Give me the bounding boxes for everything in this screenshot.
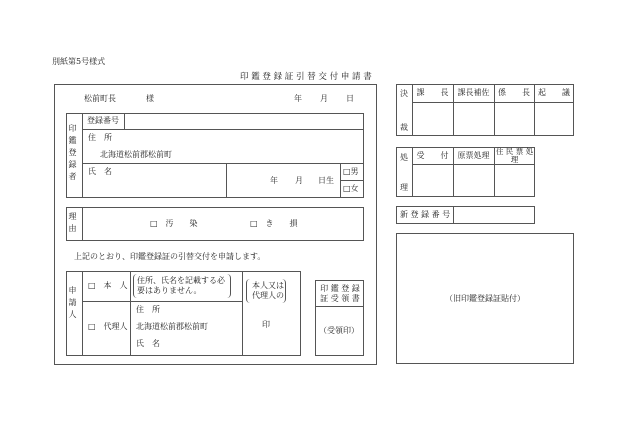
reason-soiled-checkbox[interactable]: □ 汚 染 (150, 219, 198, 228)
old-cert-label: （旧印鑑登録証貼付） (445, 293, 525, 303)
applicant-agent-checkbox[interactable]: □ 代理人 (88, 322, 128, 331)
receipt-title: 印 鑑 登 録 証 受 領 書 (320, 284, 360, 303)
registrant-address-value[interactable]: 北海道松前郡松前町 (100, 150, 172, 159)
new-reg-no-label: 新 登 録 番 号 (400, 210, 451, 219)
reason-side-label: 理由 (68, 212, 77, 236)
new-reg-no-field[interactable] (455, 207, 533, 223)
form-title: 印 鑑 登 録 証 引 替 交 付 申 請 書 (240, 72, 372, 82)
receipt-seal[interactable]: （受領印） (319, 326, 359, 335)
addressee-honorific: 様 (146, 94, 154, 103)
approval-side-label-1: 決 (400, 89, 408, 98)
birth-day: 日生 (318, 176, 334, 185)
processing-header-original: 原票処理 (457, 150, 490, 160)
agent-name-label[interactable]: 氏 名 (136, 339, 160, 348)
date-month: 月 (320, 94, 328, 103)
seal-note: 本人又は代理人の (252, 281, 284, 300)
old-cert-paste-area (396, 233, 574, 364)
approval-header-deputy-chief: 課長補佐 (457, 88, 490, 97)
registrant-name-field[interactable] (120, 165, 224, 196)
male-checkbox[interactable]: □男 (343, 167, 359, 176)
approval-header-drafter: 起 議 (538, 88, 570, 97)
registrant-name-label: 氏 名 (88, 167, 112, 176)
date-year: 年 (294, 94, 302, 103)
registrant-side-label: 印鑑登録者 (68, 124, 77, 184)
approval-header-section-chief: 課 長 (416, 88, 449, 97)
reason-section (66, 207, 364, 241)
female-checkbox[interactable]: □女 (343, 184, 359, 193)
date-day: 日 (346, 94, 354, 103)
applicant-side-label: 申請人 (68, 286, 77, 322)
seal-mark[interactable]: 印 (262, 320, 270, 329)
agent-address-label: 住 所 (136, 305, 160, 314)
registrant-address-label: 住 所 (88, 133, 112, 142)
birth-month: 月 (295, 176, 303, 185)
processing-side-label-2: 理 (400, 183, 408, 192)
processing-side-label-1: 処 (400, 153, 408, 162)
form-id: 別紙第5号様式 (52, 57, 106, 66)
agent-address-value[interactable]: 北海道松前郡松前町 (136, 322, 208, 331)
application-statement: 上記のとおり、印鑑登録証の引替交付を申請します。 (74, 252, 266, 261)
approval-side-label-2: 裁 (400, 123, 408, 132)
applicant-self-checkbox[interactable]: □ 本 人 (88, 281, 128, 290)
processing-header-reception: 受 付 (416, 150, 449, 160)
reason-damaged-checkbox[interactable]: □ き 損 (250, 219, 298, 228)
addressee: 松前町長 (84, 94, 116, 103)
reg-no-label: 登録番号 (87, 116, 119, 125)
approval-header-subsection-chief: 係 長 (498, 88, 530, 97)
processing-header-resident: 住 民 票 処 理 (495, 146, 549, 164)
self-note: 住所、氏名を記載する必要はありません。 (137, 276, 225, 295)
birth-year: 年 (270, 176, 278, 185)
reg-no-field[interactable] (126, 114, 362, 128)
